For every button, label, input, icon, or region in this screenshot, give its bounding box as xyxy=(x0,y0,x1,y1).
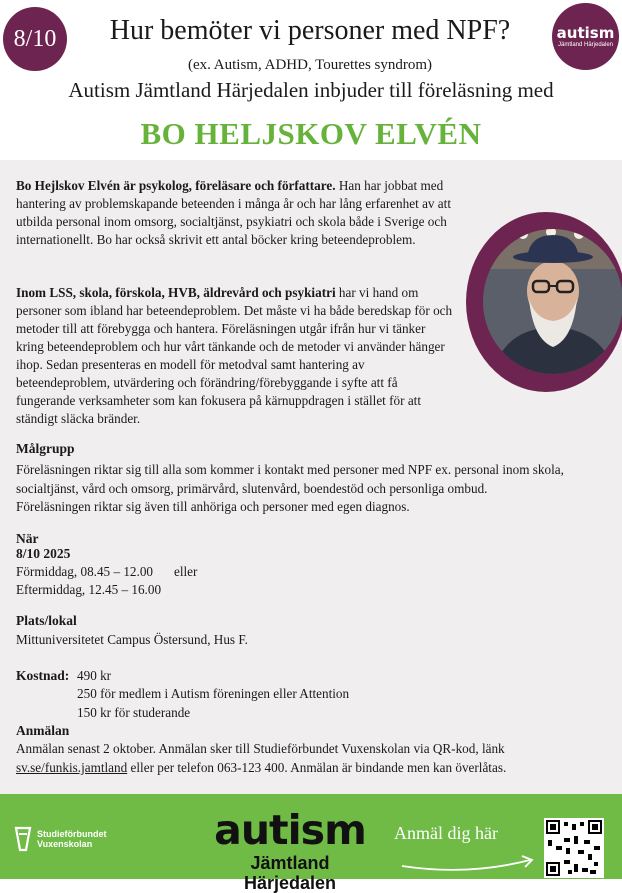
target-line-3: Föreläsningen riktar sig även till anhöriga och personer med egen diagnos. xyxy=(16,499,410,514)
registration-link[interactable]: sv.se/funkis.jamtland xyxy=(16,760,128,775)
invitation-line: Autism Jämtland Härjedalen inbjuder till föreläsning med xyxy=(68,78,554,102)
qr-code-icon xyxy=(546,820,602,876)
sf-line-1: Studieförbundet xyxy=(37,829,107,839)
about-text: har vi hand om personer som ibland har beteendeproblem. Det måste vi ha både beredskap för och metoder till att förebygga och hantera. Föreläsningen utgår ifrån hur vi tänker kring beteendeproblem och hur vårt tänkande och de metoder vi använder hänger ihop. Sedan presenteras en modell för metodval samt hantering av beteendeproblem, utvärdering och förändring/förebyggande i syfte att få fungerande verksamheter som kan fokusera på kärnuppdragen i stället för att ständigt släcka bränder. xyxy=(16,285,453,426)
qr-code[interactable] xyxy=(544,818,604,878)
footer-autism-word: autism xyxy=(214,806,366,854)
or-label: eller xyxy=(174,564,198,579)
page-subtitle: (ex. Autism, ADHD, Tourettes syndrom) xyxy=(187,57,433,73)
cost-student: 150 kr för studerande xyxy=(77,705,191,720)
sf-line-2: Vuxenskolan xyxy=(37,839,93,849)
arrow-right-icon xyxy=(398,850,538,874)
when-date: 8/10 2025 xyxy=(16,546,71,561)
afternoon-time: Eftermiddag, 12.45 – 16.00 xyxy=(16,582,162,597)
place-heading: Plats/lokal xyxy=(16,613,77,628)
place-value: Mittuniversitetet Campus Östersund, Hus F. xyxy=(16,632,248,647)
registration-line-2 xyxy=(16,759,506,777)
studieforbundet-logo xyxy=(14,826,107,852)
registration-line-2-text: eller per telefon 063-123 400. Anmälan är bindande men kan överlåtas. xyxy=(127,760,507,775)
sv-logo-icon xyxy=(14,826,32,852)
intro-bold: Bo Hejlskov Elvén är psykolog, föreläsare och författare. xyxy=(16,178,336,193)
target-line-1: Föreläsningen riktar sig till alla som kommer i kontakt med personer med NPF ex. personal inom skola, xyxy=(16,462,564,477)
footer-autism-sub: Jämtland Härjedalen xyxy=(243,853,337,893)
about-bold: Inom LSS, skola, förskola, HVB, äldrevård och psykiatri xyxy=(16,285,336,300)
cost-member: 250 för medlem i Autism föreningen eller Attention xyxy=(77,686,350,701)
registration-line-1: Anmälan senast 2 oktober. Anmälan sker till Studieförbundet Vuxenskolan via QR-kod, länk xyxy=(16,741,505,756)
cost-main: 490 kr xyxy=(77,668,112,683)
date-badge: 8/10 xyxy=(3,7,67,71)
when-heading: När xyxy=(16,531,39,546)
logo-word: autism xyxy=(556,23,615,42)
intro-text: Han har jobbat med hantering av problemskapande beteenden i många år och har lång erfarenhet av att utbilda personal inom omsorg, socialtjänst, psykiatri och skola både i Sverige och internationellt. Bo har också skrivit ett antal böcker kring beteendeproblem. xyxy=(16,178,451,247)
target-line-2: socialtjänst, vård och omsorg, primärvård, slutenvård, boendestöd och personliga ombud. xyxy=(16,481,488,496)
speaker-portrait xyxy=(483,229,622,374)
target-heading: Målgrupp xyxy=(16,441,75,456)
registration-heading: Anmälan xyxy=(16,723,70,738)
morning-time: Förmiddag, 08.45 – 12.00 xyxy=(16,564,154,579)
autism-logo-badge xyxy=(552,3,619,70)
register-cta: Anmäl dig här xyxy=(394,823,498,843)
about-paragraph xyxy=(16,284,456,428)
intro-paragraph xyxy=(16,177,456,249)
cost-label: Kostnad: xyxy=(16,668,70,683)
page-title: Hur bemöter vi personer med NPF? xyxy=(109,15,511,46)
speaker-name: BO HELJSKOV ELVÉN xyxy=(140,116,482,151)
logo-sub: Jämtland Härjedalen xyxy=(557,41,614,48)
